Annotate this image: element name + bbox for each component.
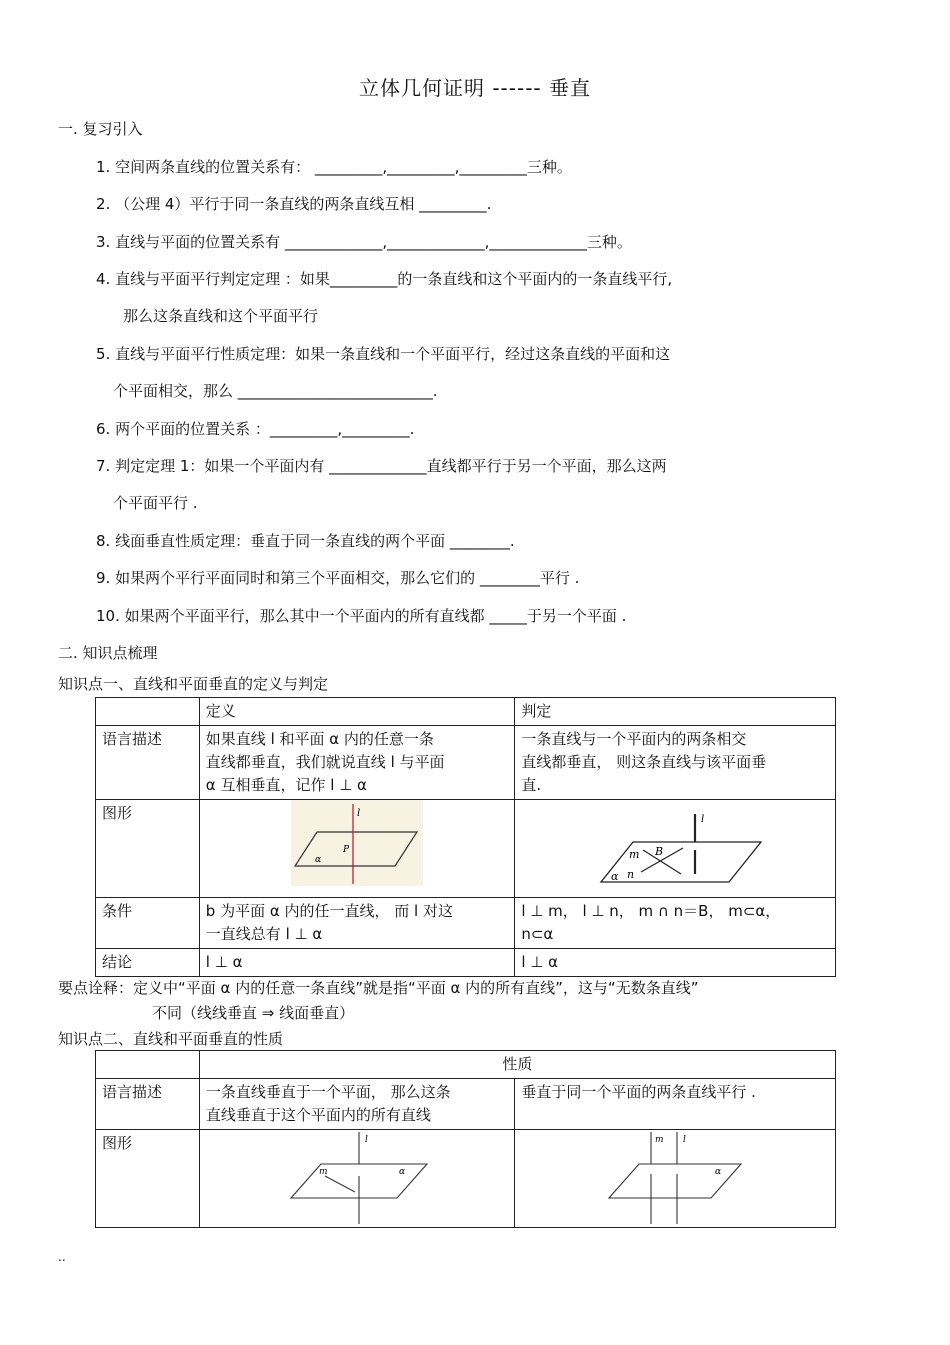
kp1-row-cond: 条件 — [96, 898, 200, 949]
question-4: 4. 直线与平面平行判定定理 ：如果_________的一条直线和这个平面内的一条直线平行, — [96, 270, 673, 288]
kp1-judge-text: 一条直线与一个平面内的两条相交 直线都垂直， 则这条直线与该平面垂 直. — [515, 726, 836, 800]
question-8: 8. 线面垂直性质定理：垂直于同一条直线的两个平面 ________. — [96, 532, 515, 550]
kp2-row-fig: 图形 — [96, 1130, 200, 1228]
question-2: 2. （公理 4）平行于同一条直线的两条直线互相 _________. — [96, 195, 492, 213]
kp1-concl-def: l ⊥ α — [199, 949, 515, 977]
kp1-col-judge: 判定 — [515, 698, 836, 726]
kp1-row-lang: 语言描述 — [96, 726, 200, 800]
section-review: 一. 复习引入 — [58, 120, 143, 138]
svg-text:α: α — [715, 1167, 722, 1177]
svg-text:P: P — [343, 845, 350, 855]
kp1-table — [95, 697, 836, 977]
kp1-row-concl: 结论 — [96, 949, 200, 977]
kp1-cond-def: b 为平面 α 内的任一直线， 而 l 对这 一直线总有 l ⊥ α — [199, 898, 515, 949]
kp1-cond-judge: l ⊥ m， l ⊥ n， m ∩ n＝B， m⊂α， n⊂α — [515, 898, 836, 949]
question-7: 7. 判定定理 1：如果一个平面内有 _____________直线都平行于另一个平面，那么这两 — [96, 457, 667, 475]
question-3: 3. 直线与平面的位置关系有 _____________,_____________,_____________三种。 — [96, 233, 632, 251]
question-10: 10. 如果两个平面平行，那么其中一个平面内的所有直线都 _____于另一个平面 . — [96, 607, 627, 625]
svg-text:α: α — [315, 855, 322, 865]
svg-text:n: n — [627, 868, 635, 881]
kp2-row-lang: 语言描述 — [96, 1079, 200, 1130]
kp2-prop1: 一条直线垂直于一个平面， 那么这条 直线垂直于这个平面内的所有直线 — [199, 1079, 515, 1130]
question-9: 9. 如果两个平行平面同时和第三个平面相交，那么它们的 ________平行 . — [96, 569, 580, 587]
note-line-1: 要点诠释：定义中“平面 α 内的任意一条直线”就是指“平面 α 内的所有直线”，这与“无数条直线” — [58, 979, 699, 997]
question-5: 5. 直线与平面平行性质定理：如果一条直线和一个平面平行，经过这条直线的平面和这 — [96, 345, 671, 363]
svg-text:B: B — [655, 845, 664, 858]
kp1-judge-figure-cell — [515, 800, 836, 898]
kp1-row-fig: 图形 — [96, 800, 200, 898]
svg-text:l: l — [365, 1135, 368, 1145]
svg-text:α: α — [399, 1167, 406, 1177]
kp2-prop1-figure-cell — [199, 1130, 515, 1228]
kp1-def-text: 如果直线 l 和平面 α 内的任意一条 直线都垂直，我们就说直线 l 与平面 α 互相垂直，记作 l ⊥ α — [199, 726, 515, 800]
question-5-cont: 个平面相交，那么 __________________________. — [113, 382, 438, 400]
kp2-corner — [96, 1051, 200, 1079]
kp2-prop2: 垂直于同一个平面的两条直线平行 . — [515, 1079, 836, 1130]
line-perp-two-lines-figure — [585, 800, 765, 888]
kp1-col-def: 定义 — [199, 698, 515, 726]
svg-text:m: m — [629, 848, 640, 861]
kp2-table — [95, 1050, 836, 1228]
question-4-cont: 那么这条直线和这个平面平行 — [123, 307, 319, 325]
kp2-prop2-figure-cell — [515, 1130, 836, 1228]
two-lines-perp-plane-figure — [605, 1130, 745, 1226]
note-line-2: 不同（线线垂直 ⇒ 线面垂直） — [152, 1004, 355, 1022]
question-6: 6. 两个平面的位置关系 ：_________,_________. — [96, 420, 415, 438]
kp1-def-figure-cell — [199, 800, 515, 898]
kp1-heading: 知识点一、直线和平面垂直的定义与判定 — [58, 675, 329, 693]
kp1-corner — [96, 698, 200, 726]
line-perp-all-lines-figure — [285, 1130, 429, 1226]
question-1: 1. 空间两条直线的位置关系有： _________,_________,_________三种。 — [96, 158, 572, 176]
svg-text:l: l — [683, 1135, 687, 1145]
kp1-concl-judge: l ⊥ α — [515, 949, 836, 977]
svg-text:l: l — [357, 808, 361, 819]
section-knowledge: 二. 知识点梳理 — [58, 644, 158, 662]
svg-text:m: m — [319, 1167, 328, 1177]
footer-dots: .. — [58, 1250, 66, 1264]
kp2-col-prop: 性质 — [199, 1051, 835, 1079]
kp2-heading: 知识点二、直线和平面垂直的性质 — [58, 1030, 284, 1048]
svg-text:l: l — [701, 814, 705, 825]
svg-text:m: m — [655, 1135, 664, 1145]
question-7-cont: 个平面平行 . — [113, 494, 198, 512]
svg-text:α: α — [611, 870, 619, 883]
line-perp-plane-figure — [291, 800, 423, 886]
page-title: 立体几何证明 ------ 垂直 — [358, 76, 591, 100]
